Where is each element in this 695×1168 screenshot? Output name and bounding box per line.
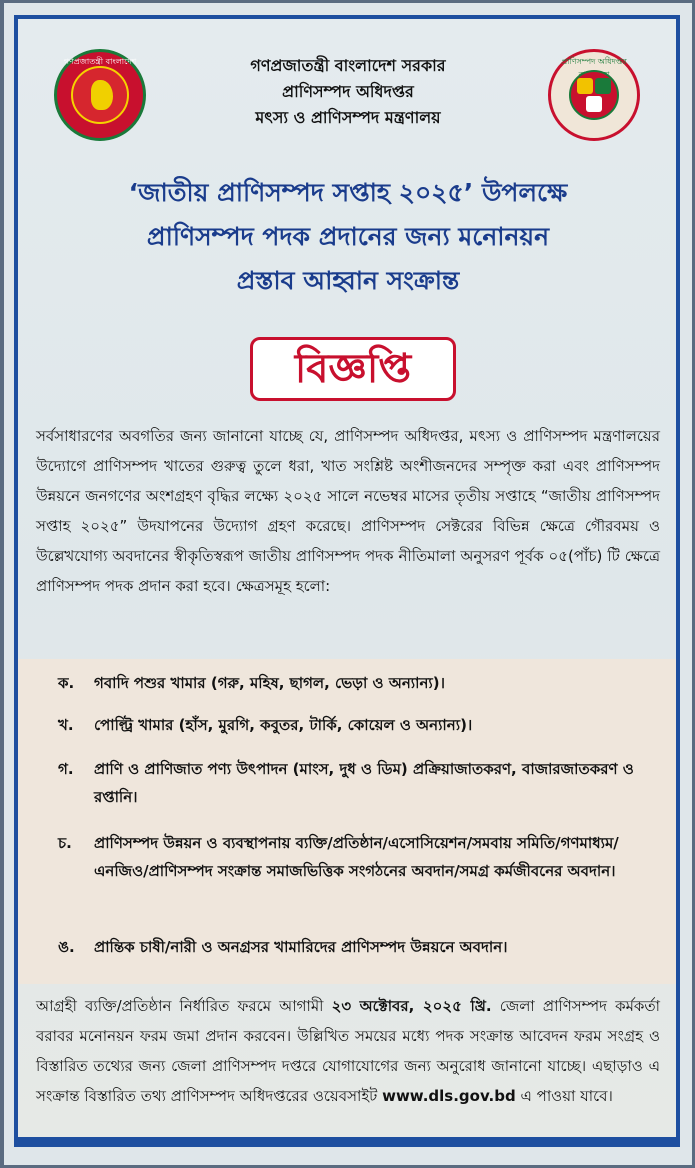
gov-line-1: গণপ্রজাতন্ত্রী বাংলাদেশ সরকার	[250, 56, 446, 75]
item-text: প্রান্তিক চাষী/নারী ও অনগ্রসর খামারিদের প্রাণিসম্পদ উন্নয়নে অবদান।	[94, 938, 508, 956]
deadline-date: ২৩ অক্টোবর, ২০২৫ খ্রি.	[331, 997, 492, 1015]
item-text: প্রাণি ও প্রাণিজাত পণ্য উৎপাদন (মাংস, দুধ ও ডিম) প্রক্রিয়াজাতকরণ, বাজারজাতকরণ ও রপ্তানি।	[94, 760, 634, 806]
item-text: পোল্ট্রি খামার (হাঁস, মুরগি, কবুতর, টার্কি, কোয়েল ও অন্যান্য)।	[94, 716, 473, 734]
footer-text-3: এ পাওয়া যাবে।	[515, 1087, 613, 1105]
list-item	[58, 829, 648, 885]
notice-title: বিজ্ঞপ্তি	[250, 337, 456, 401]
footer-paragraph	[36, 991, 660, 1111]
list-item	[58, 711, 648, 739]
bangladesh-map-icon	[91, 80, 113, 110]
footer-text-2: জেলা প্রাণিসম্পদ কর্মকর্তা বরাবর মনোনয়ন ফরম জমা প্রদান করবেন। উল্লিখিত সময়ের মধ্যে পদক সংক্রান্ত আবেদন ফরম সংগ্রহ ও বিস্তারিত তথ্যের জন্য জেলা প্রাণিসম্পদ দপ্তরে যোগাযোগের জন্য অনুরোধ জানানো যাচ্ছে। এছাড়াও এ সংক্রান্ত বিস্তারিত তথ্য প্রাণিসম্পদ অধিদপ্তরের ওয়েবসাইট	[36, 997, 660, 1105]
dls-logo-inner	[569, 70, 619, 120]
goat-icon	[595, 78, 611, 94]
right-emblem-rim-text: প্রাণিসম্পদ অধিদপ্তর	[561, 57, 627, 66]
notice-frame	[14, 15, 680, 1147]
item-text: গবাদি পশুর খামার (গরু, মহিষ, ছাগল, ভেড়া ও অন্যান্য)।	[94, 674, 445, 692]
item-marker: ক.	[58, 674, 75, 692]
list-item	[58, 669, 648, 697]
cow-icon	[577, 78, 593, 94]
intro-paragraph: সর্বসাধারণের অবগতির জন্য জানানো যাচ্ছে যে, প্রাণিসম্পদ অধিদপ্তর, মৎস্য ও প্রাণিসম্পদ মন্ত্রণালয়ের উদ্যোগে প্রাণিসম্পদ খাতের গুরুত্ব তুলে ধরা, খাত সংশ্লিষ্ট অংশীজনদের সম্পৃক্ত করা এবং প্রাণিসম্পদ উন্নয়নে জনগণের অংশগ্রহণ বৃদ্ধির লক্ষ্যে ২০২৫ সালে নভেম্বর মাসের তৃতীয় সপ্তাহে “জাতীয় প্রাণিসম্পদ সপ্তাহ ২০২৫” উদযাপনের উদ্যোগ গ্রহণ করেছে। প্রাণিসম্পদ সেক্টরের বিভিন্ন ক্ষেত্রে গৌরবময় ও উল্লেখযোগ্য অবদানের স্বীকৃতিস্বরূপ জাতীয় প্রাণিসম্পদ পদক নীতিমালা অনুসরণ পূর্বক ০৫(পাঁচ) টি ক্ষেত্রে প্রাণিসম্পদ পদক প্রদান করা হবে। ক্ষেত্রসমূহ হলো:	[36, 427, 660, 595]
headline-line-1: ‘জাতীয় প্রাণিসম্পদ সপ্তাহ ২০২৫’ উপলক্ষে	[128, 178, 568, 207]
headline-line-3: প্রস্তাব আহ্বান সংক্রান্ত	[236, 266, 460, 295]
emblem-inner-circle	[71, 66, 129, 124]
website-link[interactable]: www.dls.gov.bd	[382, 1087, 516, 1105]
item-marker: গ.	[58, 760, 74, 778]
gov-line-2: প্রাণিসম্পদ অধিদপ্তর	[282, 82, 414, 101]
headline-line-2: প্রাণিসম্পদ পদক প্রদানের জন্য মনোনয়ন	[146, 222, 550, 251]
list-item	[58, 933, 648, 961]
bottom-border-bar	[18, 1137, 676, 1143]
item-marker: ঙ.	[58, 938, 75, 956]
government-emblem-icon	[54, 49, 146, 141]
footer-text-1: আগ্রহী ব্যক্তি/প্রতিষ্ঠান নির্ধারিত ফরমে আগামী	[36, 997, 332, 1015]
award-categories-panel	[18, 659, 676, 984]
left-emblem-rim-text: গণপ্রজাতন্ত্রী বাংলাদেশ	[63, 57, 137, 66]
item-marker: খ.	[58, 716, 74, 734]
hen-icon	[586, 96, 602, 112]
list-item	[58, 755, 648, 811]
notice-header	[18, 19, 676, 169]
government-lines	[158, 53, 538, 131]
gov-line-3: মৎস্য ও প্রাণিসম্পদ মন্ত্রণালয়	[255, 108, 441, 127]
item-marker: চ.	[58, 834, 72, 852]
notice-headline	[38, 171, 658, 303]
newspaper-page	[4, 3, 692, 1165]
dls-logo-icon	[548, 49, 640, 141]
item-text: প্রাণিসম্পদ উন্নয়ন ও ব্যবস্থাপনায় ব্যক্তি/প্রতিষ্ঠান/এসোসিয়েশন/সমবায় সমিতি/গণমাধ্যম/এনজিও/প্রাণিসম্পদ সংক্রান্ত সমাজভিত্তিক সংগঠনের অবদান/সমগ্র কর্মজীবনের অবদান।	[94, 834, 619, 880]
